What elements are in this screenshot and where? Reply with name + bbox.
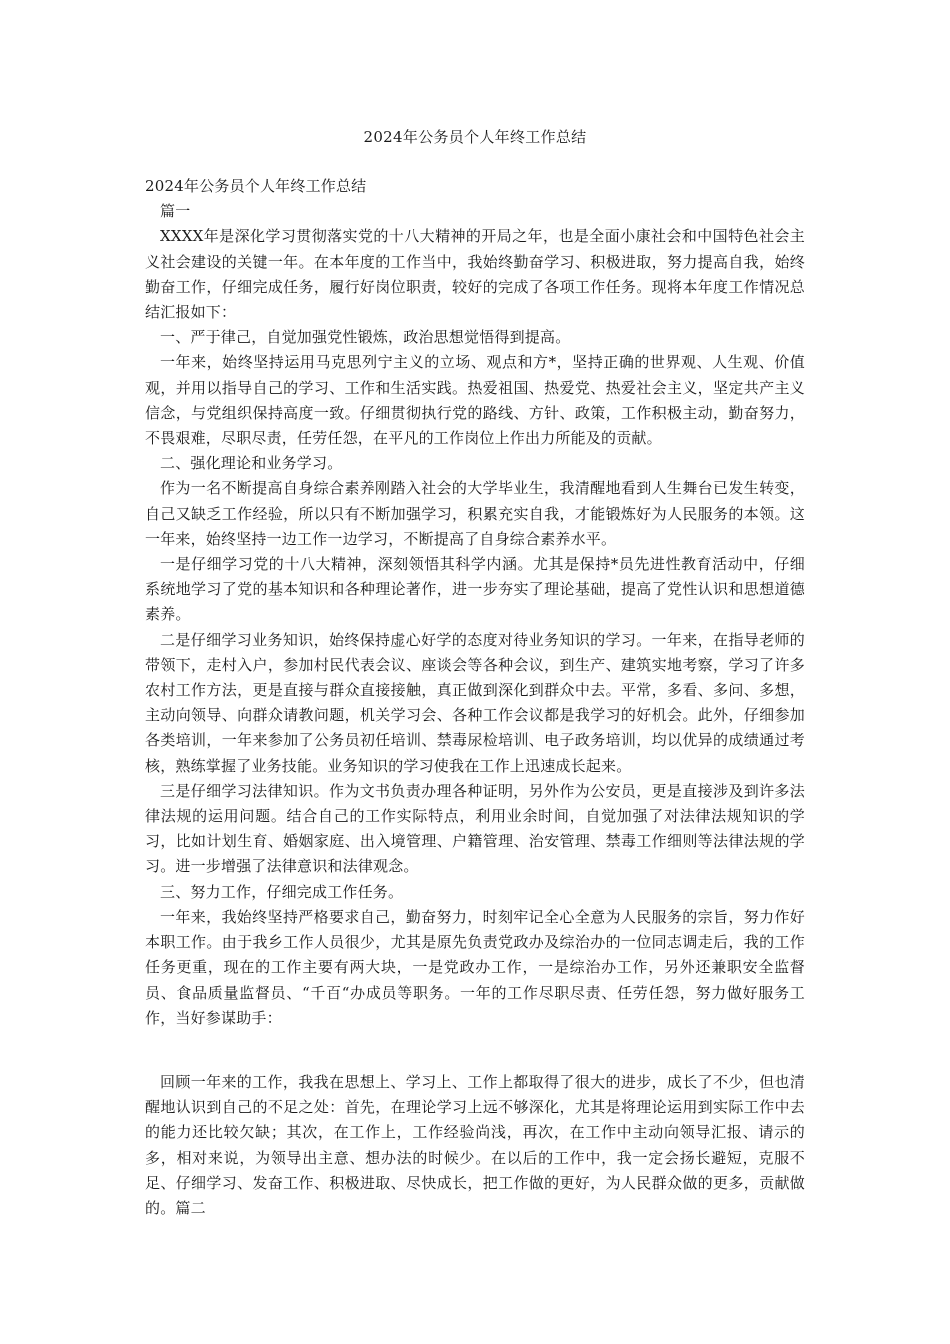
paragraph: 一年来，始终坚持运用马克思列宁主义的立场、观点和方*，坚持正确的世界观、人生观、价值观，并用以指导自己的学习、工作和生活实践。热爱祖国、热爱党、热爱社会主义，坚定共产主义信念，与党组织保持高度一致。仔细贯彻执行党的路线、方针、政策，工作积极主动，勤奋努力，不畏艰难，尽职尽责，任劳任怨，在平凡的工作岗位上作出力所能及的贡献。	[145, 353, 805, 448]
paragraph-intro: XXXX年是深化学习贯彻落实党的十八大精神的开局之年，也是全面小康社会和中国特色社会主义社会建设的关键一年。在本年度的工作当中，我始终勤奋学习、积极进取，努力提高自我，始终勤奋工作，仔细完成任务，履行好岗位职责，较好的完成了各项工作任务。现将本年度工作情况总结汇报如下：	[145, 227, 805, 322]
section-heading-1: 一、严于律己，自觉加强党性锻炼，政治思想觉悟得到提高。	[160, 328, 571, 347]
document-title: 2024年公务员个人年终工作总结	[363, 128, 587, 146]
document-subtitle: 2024年公务员个人年终工作总结	[145, 177, 367, 195]
paragraph: 一是仔细学习党的十八大精神，深刻领悟其科学内涵。尤其是保持*员先进性教育活动中，仔细系统地学习了党的基本知识和各种理论著作，进一步夯实了理论基础，提高了党性认识和思想道德素养。	[145, 555, 805, 624]
section-heading-2: 二、强化理论和业务学习。	[160, 454, 343, 473]
paragraph: 一年来，我始终坚持严格要求自己，勤奋努力，时刻牢记全心全意为人民服务的宗旨，努力作好本职工作。由于我乡工作人员很少，尤其是原先负责党政办及综治办的一位同志调走后，我的工作任务更重，现在的工作主要有两大块，一是党政办工作，一是综治办工作，另外还兼职安全监督员、食品质量监督员、“千百“办成员等职务。一年的工作尽职尽责、任劳任怨，努力做好服务工作，当好参谋助手：	[145, 907, 805, 1027]
paragraph-closing: 回顾一年来的工作，我我在思想上、学习上、工作上都取得了很大的进步，成长了不少，但也清醒地认识到自己的不足之处：首先，在理论学习上远不够深化，尤其是将理论运用到实际工作中去的能力还比较欠缺；其次，在工作上，工作经验尚浅，再次，在工作中主动向领导汇报、请示的多，相对来说，为领导出主意、想办法的时候少。在以后的工作中，我一定会扬长避短，克服不足、仔细学习、发奋工作、积极进取、尽快成长，把工作做的更好，为人民群众做的更多，贡献做的。篇二	[145, 1073, 805, 1218]
part-label: 篇一	[160, 202, 191, 221]
document-body	[145, 174, 805, 1031]
paragraph: 作为一名不断提高自身综合素养刚踏入社会的大学毕业生，我清醒地看到人生舞台已发生转变，自己又缺乏工作经验，所以只有不断加强学习，积累充实自我，才能锻炼好为人民服务的本领。这一年来，始终坚持一边工作一边学习，不断提高了自身综合素养水平。	[145, 479, 805, 548]
section-heading-3: 三、努力工作，仔细完成工作任务。	[160, 882, 404, 901]
paragraph: 三是仔细学习法律知识。作为文书负责办理各种证明，另外作为公安员，更是直接涉及到许多法律法规的运用问题。结合自己的工作实际特点，利用业余时间，自觉加强了对法律法规知识的学习，比如计划生育、婚姻家庭、出入境管理、户籍管理、治安管理、禁毒工作细则等法律法规的学习。进一步增强了法律意识和法律观念。	[145, 781, 805, 876]
paragraph: 二是仔细学习业务知识，始终保持虚心好学的态度对待业务知识的学习。一年来，在指导老师的带领下，走村入户，参加村民代表会议、座谈会等各种会议，到生产、建筑实地考察，学习了许多农村工作方法，更是直接与群众直接接触，真正做到深化到群众中去。平常，多看、多问、多想，主动向领导、向群众请教问题，机关学习会、各种工作会议都是我学习的好机会。此外，仔细参加各类培训，一年来参加了公务员初任培训、禁毒尿检培训、电子政务培训，均以优异的成绩通过考核，熟练掌握了业务技能。业务知识的学习使我在工作上迅速成长起来。	[145, 630, 805, 775]
closing-section	[145, 1070, 805, 1221]
